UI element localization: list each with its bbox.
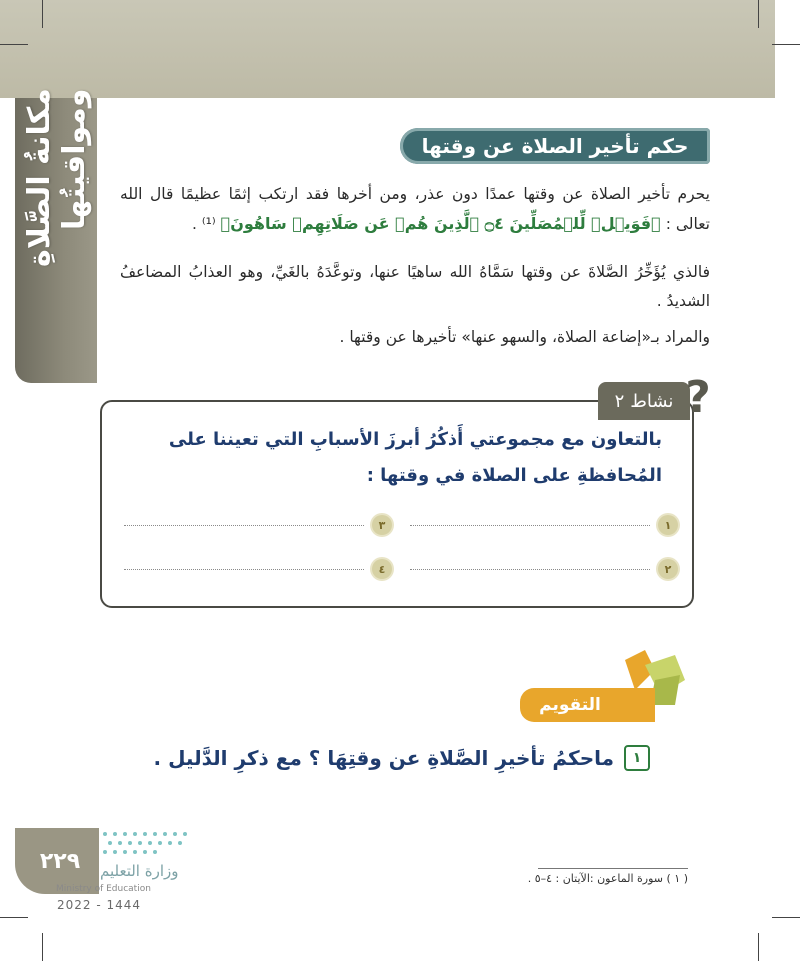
paragraph-ruling xyxy=(120,180,710,239)
crop-mark xyxy=(772,917,800,918)
page-number: ٢٢٩ xyxy=(39,848,81,874)
ministry-logo-icon xyxy=(100,828,190,864)
paragraph-ruling-intro: يحرم تأخير الصلاة عن وقتها عمدًا دون عذر، ومن أخرها فقد ارتكب إثمًا عظيمًا قال الله تعالى : xyxy=(120,185,710,233)
question-text: ماحكمُ تأخيرِ الصَّلاةِ عن وقتِهَا ؟ مع ذكرِ الدَّليل . xyxy=(153,746,614,770)
chapter-title: مكانةُ الصَّلاةِ ومواقيتُها xyxy=(22,88,92,267)
question-mark-icon: ? xyxy=(685,371,711,423)
number-badge: ٤ xyxy=(372,559,392,579)
crop-mark xyxy=(42,0,43,28)
answer-line-4[interactable] xyxy=(124,558,392,580)
footnote-divider xyxy=(538,868,688,869)
activity-number: ٢ xyxy=(614,390,625,412)
evaluation-label-tail xyxy=(620,688,655,722)
ministry-name-ar: وزارة التعليم xyxy=(100,862,179,880)
edition-year: 2022 - 1444 xyxy=(57,898,142,912)
evaluation-label: التقويم xyxy=(520,688,620,722)
activity-box xyxy=(100,400,694,608)
footnote: ( ١ ) سورة الماعون :الآيتان : ٤–٥ . xyxy=(527,872,688,885)
crop-mark xyxy=(0,917,28,918)
activity-instruction: بالتعاون مع مجموعتي أَذكُرُ أبرزَ الأسبابِ التي تعيننا على المُحافظةِ على الصلاة في وقتها : xyxy=(168,429,662,486)
paragraph-meaning: والمراد بـ«إضاعة الصلاة، والسهو عنها» تأخيرها عن وقتها . xyxy=(339,328,710,346)
activity-label: نشاط xyxy=(630,390,674,412)
answer-line-3[interactable] xyxy=(124,514,392,536)
number-badge: ٢ xyxy=(658,559,678,579)
question-number: ١ xyxy=(624,745,650,771)
crop-mark xyxy=(0,44,28,45)
answer-line-1[interactable] xyxy=(410,514,678,536)
quran-verse: ﴿فَوَيۡلٞ لِّلۡمُصَلِّينَ ۝٤ ٱلَّذِينَ هُمۡ عَن صَلَاتِهِمۡ سَاهُونَ﴾ xyxy=(220,214,661,233)
paragraph-explanation: فالذي يُؤَخِّرُ الصَّلاةَ عن وقتها سَمَّاهُ الله ساهيًا عنها، وتوعَّدَهُ بالغَيِّ، وهو العذابُ المضاعفُ الشديدُ . xyxy=(120,263,710,310)
dotted-line xyxy=(124,524,364,526)
crop-mark xyxy=(758,0,759,28)
number-badge: ٣ xyxy=(372,515,392,535)
ministry-name-en: Ministry of Education xyxy=(56,884,151,894)
footnote-ref: ⁽¹⁾ . xyxy=(192,215,216,233)
section-title: حكم تأخير الصلاة عن وقتها xyxy=(400,128,710,164)
dotted-line xyxy=(410,568,650,570)
top-band xyxy=(0,0,775,98)
evaluation-question xyxy=(154,740,650,776)
crop-mark xyxy=(758,933,759,961)
crop-mark xyxy=(772,44,800,45)
dotted-line xyxy=(410,524,650,526)
dotted-line xyxy=(124,568,364,570)
answer-line-2[interactable] xyxy=(410,558,678,580)
number-badge: ١ xyxy=(658,515,678,535)
crop-mark xyxy=(42,933,43,961)
right-strip xyxy=(775,0,800,98)
activity-tab xyxy=(598,382,690,420)
